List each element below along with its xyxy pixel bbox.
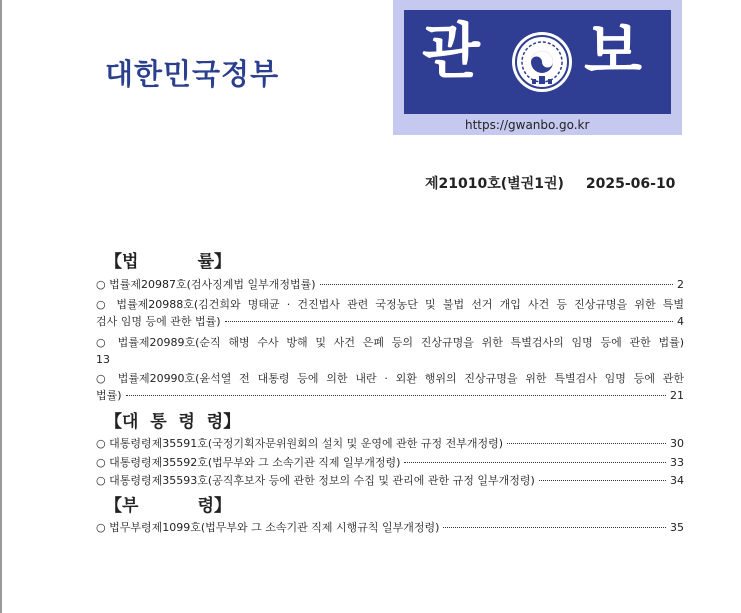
toc-entry-title-line2: 검사 임명 등에 관한 법률)	[96, 315, 221, 328]
section-heading-laws: 【법 률】	[105, 252, 232, 272]
leader-dots	[443, 527, 666, 528]
toc-entry-title-line1: ○ 법률제20988호(김건희와 명태균 · 건진법사 관련 국정농단 및 불법 선거 개입 사건 등 진상규명을 위한 특별	[96, 298, 684, 311]
toc-entry-title-line2-row	[96, 387, 684, 404]
government-name: 대한민국정부	[105, 57, 280, 91]
toc-entry-title: ○ 법무부령제1099호(법무부와 그 소속기관 직제 시행규칙 일부개정령)	[96, 521, 440, 534]
gazette-title-first-char: 관	[422, 17, 480, 87]
toc-entry-page: 4	[677, 315, 684, 328]
toc-entry-title-line1: ○ 법률제20990호(윤석열 전 대통령 등에 의한 내란 · 외환 행위의 진상규명을 위한 특별검사 임명 등에 관한	[96, 372, 684, 385]
toc-entry-ordinance-1099[interactable]	[96, 519, 684, 536]
toc-entry-title-line2: 법률)	[96, 389, 122, 402]
toc-entry-law-20989[interactable]	[96, 334, 684, 368]
issue-info	[425, 173, 675, 193]
toc-entry-title: ○ 대통령령제35593호(공직후보자 등에 관한 정보의 수집 및 관리에 관한 규정 일부개정령)	[96, 474, 535, 487]
national-emblem-icon	[510, 30, 574, 94]
leader-dots	[126, 395, 666, 396]
masthead	[393, 0, 682, 135]
leader-dots	[507, 443, 666, 444]
toc-entry-law-20990[interactable]	[96, 370, 684, 404]
toc-entry-title: ○ 대통령령제35591호(국정기획자문위원회의 설치 및 운영에 관한 규정 전부개정령)	[96, 437, 504, 450]
toc-entry-title-line1: ○ 법률제20989호(순직 해병 수사 방해 및 사건 은폐 등의 진상규명을 위한 특별검사의 임명 등에 관한 법률)	[96, 336, 684, 349]
toc-entry-title: ○ 법률제20987호(검사징계법 일부개정법률)	[96, 278, 316, 291]
gazette-title-second-char: 보	[584, 17, 642, 87]
gazette-url-link[interactable]: https://gwanbo.go.kr	[465, 118, 590, 132]
toc-entry-page: 13	[96, 353, 110, 366]
toc-entry-page: 33	[670, 456, 684, 469]
toc-entry-page: 2	[677, 278, 684, 291]
toc-entry-title: ○ 대통령령제35592호(법무부와 그 소속기관 직제 일부개정령)	[96, 456, 401, 469]
issue-date: 2025-06-10	[585, 176, 676, 192]
toc-entry-page: 21	[670, 389, 684, 402]
toc-entry-page: 35	[670, 521, 684, 534]
toc-entry-decree-35591[interactable]	[96, 435, 684, 452]
leader-dots	[539, 480, 666, 481]
masthead-banner	[404, 10, 671, 114]
toc-entry-page: 34	[670, 474, 684, 487]
leader-dots	[225, 321, 673, 322]
toc-entry-law-20988[interactable]	[96, 296, 684, 330]
section-heading-ordinances: 【부 령】	[105, 496, 232, 516]
toc-entry-law-20987[interactable]	[96, 276, 684, 293]
toc-entry-page: 30	[670, 437, 684, 450]
leader-dots	[404, 462, 666, 463]
issue-number: 제21010호(별권1권)	[425, 176, 564, 192]
toc-entry-decree-35592[interactable]	[96, 454, 684, 471]
leader-dots	[320, 284, 673, 285]
toc-entry-decree-35593[interactable]	[96, 472, 684, 489]
page-edge	[0, 0, 2, 613]
section-heading-decrees: 【대 통 령 령】	[105, 412, 241, 432]
toc-entry-title-line2-row	[96, 313, 684, 330]
